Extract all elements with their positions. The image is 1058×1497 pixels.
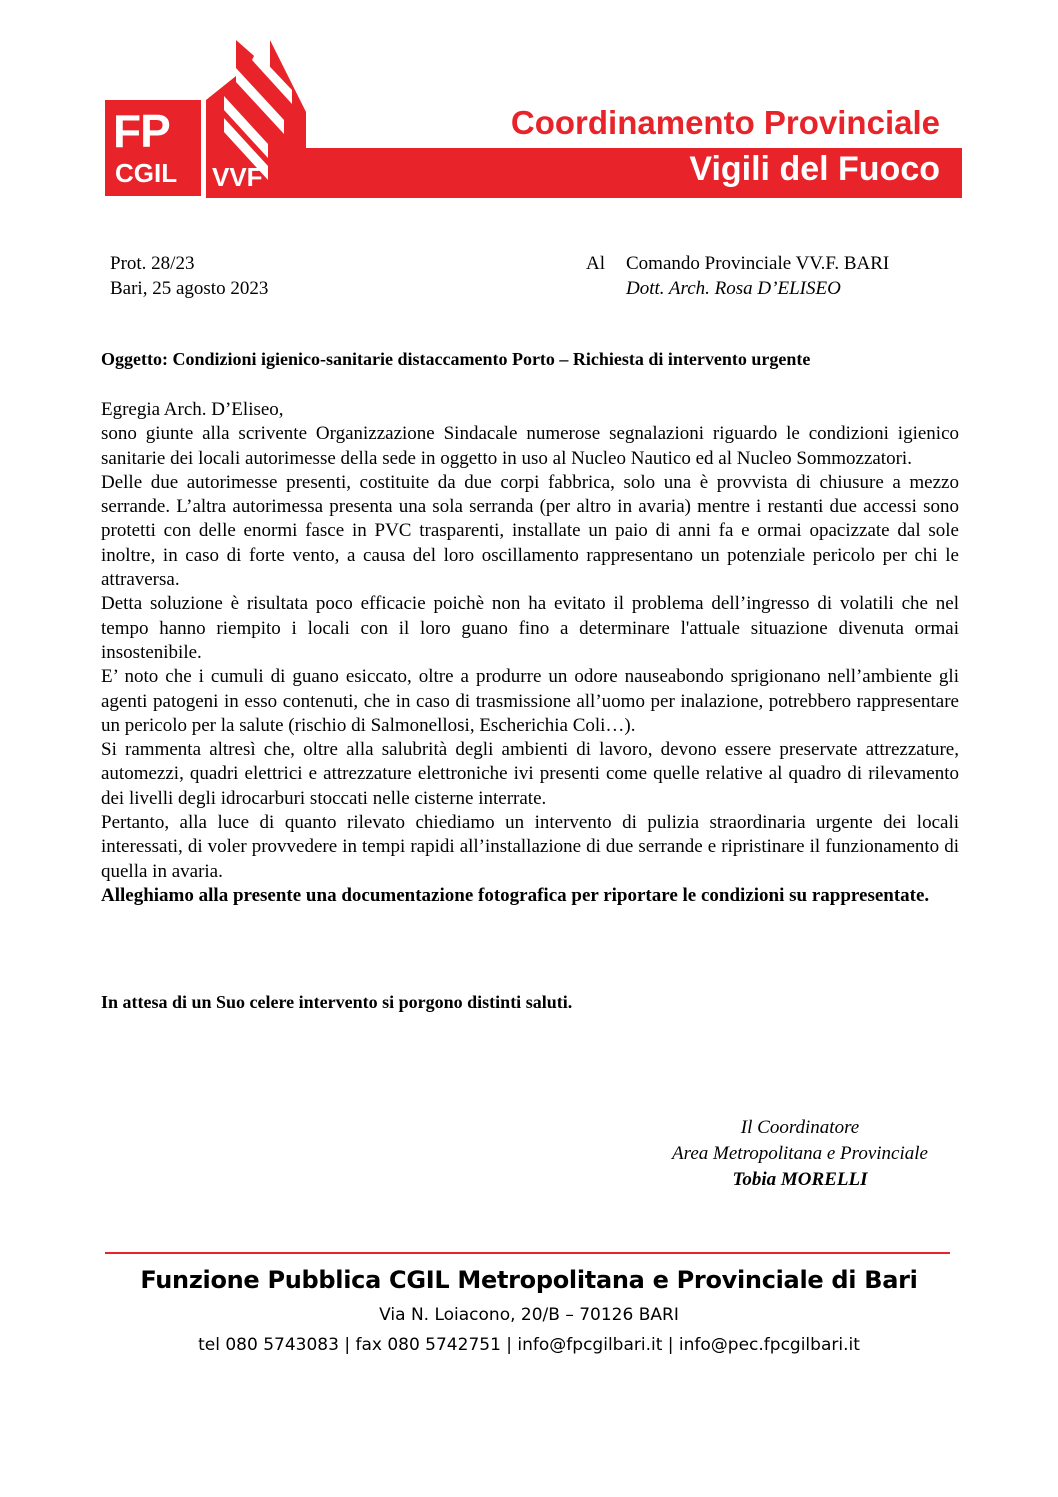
signature-role: Il Coordinatore bbox=[740, 1117, 860, 1138]
paragraph: Pertanto, alla luce di quanto rilevato chiediamo un intervento di pulizia straordinaria urgente dei locali interessati, di voler provvedere in tempi rapidi all’installazione di due serrande e ripristinare il funzionamento di quella in avaria. bbox=[101, 812, 959, 882]
header-title: Coordinamento Provinciale bbox=[510, 104, 940, 141]
signature-block bbox=[640, 1115, 960, 1193]
letter-date: Bari, 25 agosto 2023 bbox=[110, 278, 269, 299]
addressee-block bbox=[626, 251, 889, 301]
paragraph: Delle due autorimesse presenti, costituite da due corpi fabbrica, solo una è provvista di chiusure a mezzo serrande. L’altra autorimessa presenta una sola serranda (per altro in avaria) mentre i restanti due accessi sono protetti con delle enormi fasce in PVC trasparenti, installate un paio di anni fa e ormai opacizzate dal sole inoltre, in caso di forte vento, a causa del loro oscillamento rappresentano un potenziale pericolo per chi le attraversa. bbox=[101, 471, 959, 591]
fp-cgil-logo bbox=[105, 100, 201, 196]
letter-subject: Oggetto: Condizioni igienico-sanitarie distaccamento Porto – Richiesta di intervento urgente bbox=[101, 349, 811, 369]
protocol-number: Prot. 28/23 bbox=[110, 253, 195, 274]
logo-cgil-text: CGIL bbox=[115, 158, 178, 188]
signature-name: Tobia MORELLI bbox=[732, 1169, 868, 1190]
letter-body bbox=[101, 398, 959, 908]
paragraph: E’ noto che i cumuli di guano esiccato, oltre a produrre un odore nauseabondo sprigionano nell’ambiente gli agenti patogeni in esso contenuti, che in caso di trasmissione all’uomo per inalazione, potrebbero rappresentare un pericolo per la salute (rischio di Salmonellosi, Escherichia Coli…). bbox=[101, 666, 959, 736]
footer-organization: Funzione Pubblica CGIL Metropolitana e Provinciale di Bari bbox=[140, 1266, 918, 1294]
protocol-block bbox=[110, 251, 268, 301]
footer-address: Via N. Loiacono, 20/B – 70126 BARI bbox=[379, 1305, 679, 1325]
addressee-prefix: Al bbox=[586, 253, 605, 274]
closing-line: In attesa di un Suo celere intervento si porgono distinti saluti. bbox=[101, 992, 573, 1012]
paragraph: sono giunte alla scrivente Organizzazione Sindacale numerose segnalazioni riguardo le condizioni igienico sanitarie dei locali autorimesse della sede in oggetto in uso al Nucleo Nautico ed al Nucleo Sommozzatori. bbox=[101, 423, 959, 469]
signature-area: Area Metropolitana e Provinciale bbox=[672, 1143, 928, 1164]
paragraph-attachment: Alleghiamo alla presente una documentazione fotografica per riportare le condizioni su rappresentate. bbox=[101, 884, 930, 906]
greeting: Egregia Arch. D’Eliseo, bbox=[101, 399, 284, 420]
paragraph: Detta soluzione è risultata poco efficacie poichè non ha evitato il problema dell’ingresso di volatili che nel tempo hanno riempito i locali con il loro guano fino a determinare l'attuale situazione divenuta ormai insostenibile. bbox=[101, 593, 959, 663]
paragraph: Si rammenta altresì che, oltre alla salubrità degli ambienti di lavoro, devono essere preservate attrezzature, automezzi, quadri elettrici e attrezzature elettroniche ivi presenti come quelle relative al quadro di rilevamento dei livelli degli idrocarburi stoccati nelle cisterne interrate. bbox=[101, 739, 959, 809]
logo-fp-text: FP bbox=[113, 105, 170, 157]
logo-vvf-text: VVF bbox=[212, 162, 263, 192]
addressee-office: Comando Provinciale VV.F. BARI bbox=[626, 253, 890, 274]
addressee-name: Dott. Arch. Rosa D’ELISEO bbox=[626, 278, 841, 299]
header-subtitle: Vigili del Fuoco bbox=[689, 150, 940, 188]
footer-contacts: tel 080 5743083 | fax 080 5742751 | info@fpcgilbari.it | info@pec.fpcgilbari.it bbox=[198, 1335, 860, 1355]
footer-divider bbox=[105, 1252, 950, 1254]
